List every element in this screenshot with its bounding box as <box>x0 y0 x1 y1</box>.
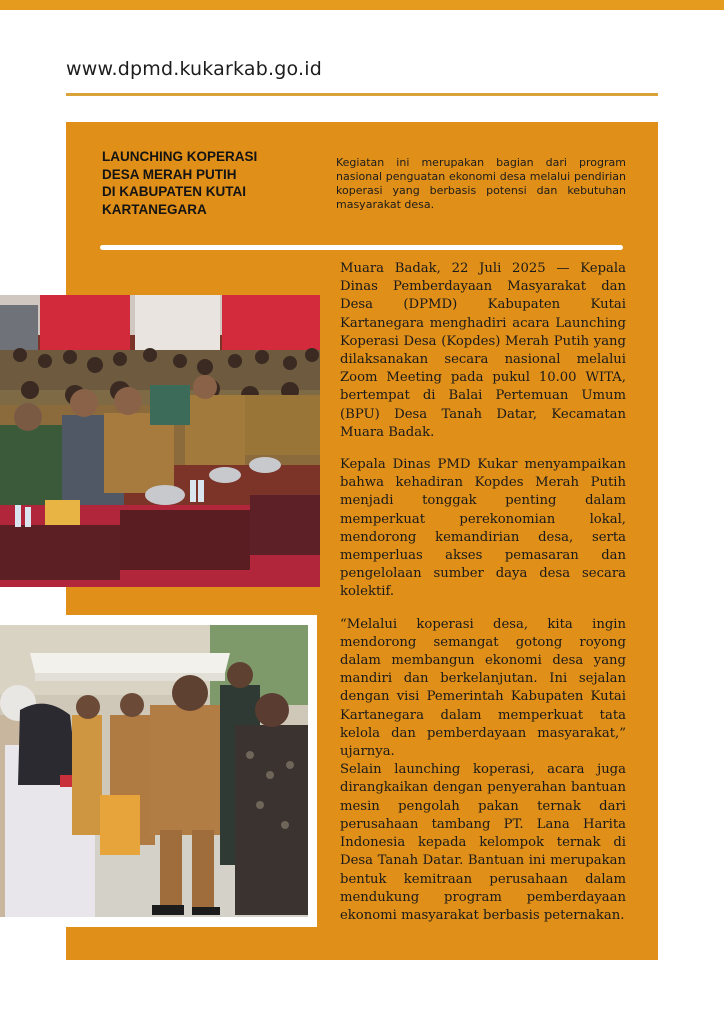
title-line: LAUNCHING KOPERASI <box>102 149 258 164</box>
visit-photo <box>0 625 308 917</box>
header-rule <box>66 93 658 96</box>
white-divider <box>100 245 623 250</box>
title-line: DESA MERAH PUTIH <box>102 166 237 182</box>
paragraph: Selain launching koperasi, acara juga dirangkaikan dengan penyerahan bantuan mesin pengolah pakan ternak dari perusahaan tambang PT. Lana Harita Indonesia kepada kelompok ternak di Desa Tanah Datar. Bantuan ini merupakan bentuk kemitraan perusahaan dalam mendukung program pemberdayaan ekonomi masyarakat berbasis peternakan. <box>340 762 626 923</box>
title-line: DI KABUPATEN KUTAI <box>102 184 246 199</box>
paragraph: “Melalui koperasi desa, kita ingin mendorong semangat gotong royong dalam membangun ekonomi desa yang mandiri dan berkelanjutan. Ini sejalan dengan visi Pemerintah Kabupaten Kutai Kartanegara dalam memperkuat tata kelola dan pemberdayaan masyarakat,” ujarnya. <box>340 616 626 760</box>
article-lead: Kegiatan ini merupakan bagian dari program nasional penguatan ekonomi desa melalui pendirian koperasi yang berbasis potensi dan kebutuhan masyarakat desa. <box>336 156 626 211</box>
article-body <box>340 260 626 939</box>
paragraph: Kepala Dinas PMD Kukar menyampaikan bahwa kehadiran Kopdes Merah Putih menjadi tonggak penting dalam memperkuat perekonomian lokal, mendorong kemandirian desa, serta memperluas akses pemasaran dan pengelolaan sumber daya desa secara kolektif. <box>340 457 626 600</box>
article-title <box>102 148 282 218</box>
site-url[interactable]: www.dpmd.kukarkab.go.id <box>66 58 322 80</box>
title-line: KARTANEGARA <box>102 201 207 217</box>
top-accent-bar <box>0 0 724 10</box>
ceremony-photo <box>0 295 320 587</box>
paragraph: Muara Badak, 22 Juli 2025 — Kepala Dinas Pemberdayaan Masyarakat dan Desa (DPMD) Kabupaten Kutai Kartanegara menghadiri acara Launching Koperasi Desa (Kopdes) Merah Putih yang dilaksanakan secara nasional melalui Zoom Meeting pada pukul 10.00 WITA, bertempat di Balai Pertemuan Umum (BPU) Desa Tanah Datar, Kecamatan Muara Badak. <box>340 261 626 440</box>
